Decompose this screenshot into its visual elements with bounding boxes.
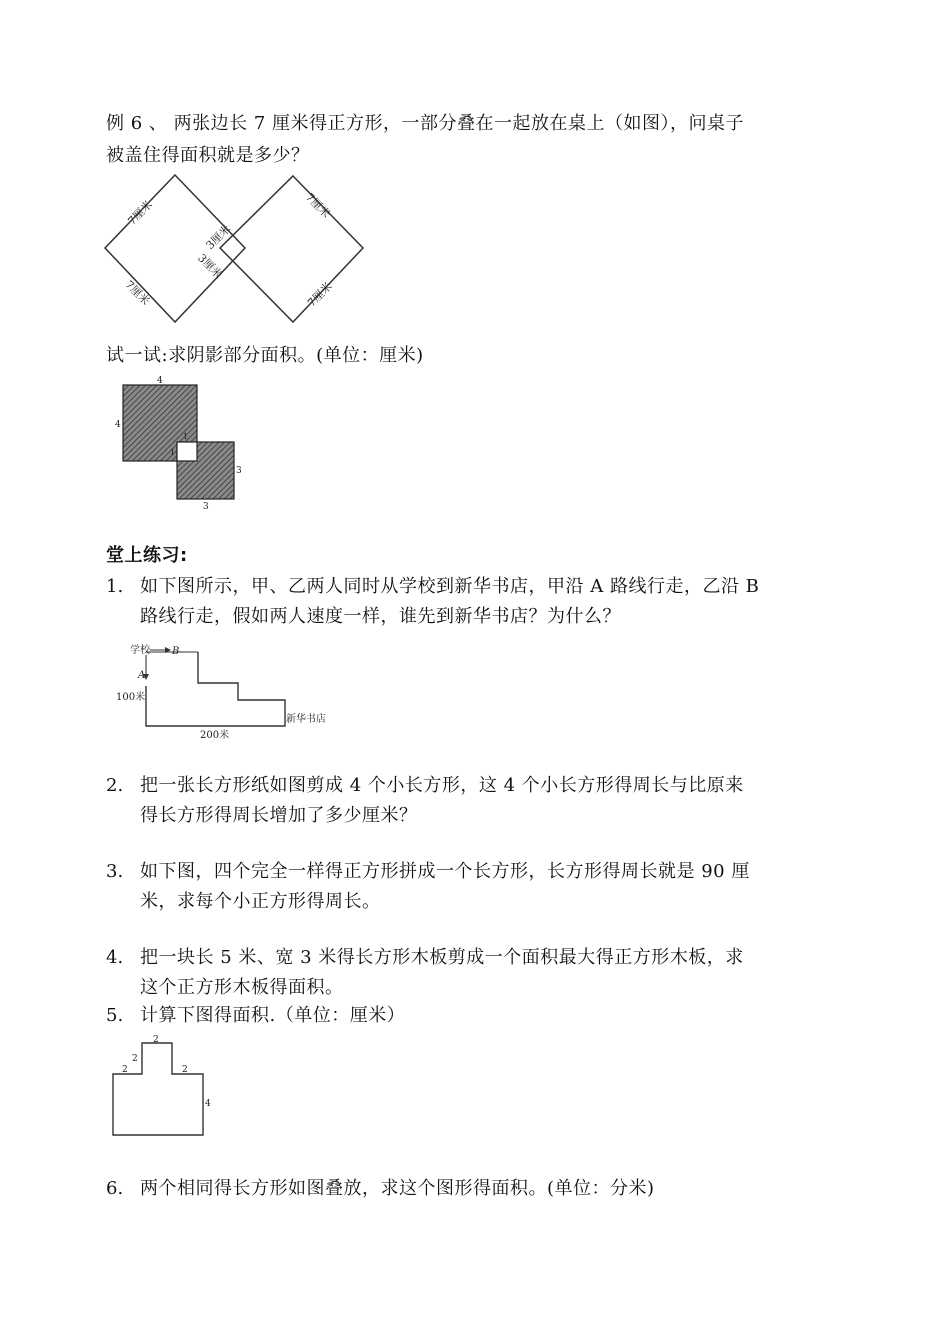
label-right-4: 4 — [205, 1099, 211, 1109]
q5-line1: 计算下图得面积.（单位：厘米） — [140, 1005, 406, 1026]
label-7cm-bottom-right: 7厘米 — [305, 279, 335, 310]
route-b-label: B — [172, 646, 180, 657]
q2-line2: 得长方形得周长增加了多少厘米？ — [140, 805, 418, 826]
label-bottom-3: 3 — [203, 502, 209, 512]
overlapping-squares-figure — [100, 170, 380, 330]
example6-line2: 被盖住得面积就是多少？ — [106, 145, 310, 166]
q4-line2: 这个正方形木板得面积。 — [140, 977, 344, 998]
right-square — [220, 176, 363, 322]
label-top-2: 2 — [153, 1035, 159, 1045]
label-top-4: 4 — [157, 376, 163, 386]
shaded-squares-figure — [110, 375, 250, 520]
q3-line2: 米，求每个小正方形得周长。 — [140, 891, 381, 912]
label-right-3: 3 — [236, 466, 242, 476]
label-left-step-2: 2 — [132, 1054, 138, 1064]
route-figure — [110, 638, 360, 748]
q6-number: 6. — [106, 1178, 124, 1199]
example6-line1: 例 6 、 两张边长 7 厘米得正方形，一部分叠在一起放在桌上（如图），问桌子 — [106, 113, 745, 134]
q4-line1: 把一块长 5 米、宽 3 米得长方形木板剪成一个面积最大得正方形木板，求 — [140, 947, 744, 968]
q5-number: 5. — [106, 1005, 124, 1026]
q2-line1: 把一张长方形纸如图剪成 4 个小长方形，这 4 个小长方形得周长与比原来 — [140, 775, 744, 796]
try-it-text: 试一试:求阴影部分面积。(单位：厘米) — [106, 345, 424, 366]
height-label: 100米 — [116, 692, 146, 703]
school-label: 学校 — [130, 645, 150, 656]
q4-number: 4. — [106, 947, 124, 968]
composite-shape-figure — [105, 1033, 225, 1143]
label-overlap-1b: 1 — [170, 448, 176, 457]
label-left-2: 2 — [122, 1065, 128, 1075]
practice-heading: 堂上练习: — [106, 545, 188, 566]
label-3cm-upper: 3厘米 — [203, 222, 234, 253]
route-a-label: A — [138, 670, 146, 681]
label-7cm-top-left: 7厘米 — [125, 198, 156, 228]
q6-line1: 两个相同得长方形如图叠放，求这个图形得面积。(单位：分米) — [140, 1178, 655, 1199]
composite-outline — [113, 1043, 203, 1135]
bookstore-label: 新华书店 — [286, 714, 326, 725]
overlap-square — [177, 442, 197, 461]
route-outline — [146, 652, 285, 726]
q3-number: 3. — [106, 861, 124, 882]
width-label: 200米 — [200, 730, 230, 741]
q1-line2: 路线行走，假如两人速度一样，谁先到新华书店？为什么？ — [140, 606, 621, 627]
q2-number: 2. — [106, 775, 124, 796]
label-right-step-2: 2 — [182, 1065, 188, 1075]
label-left-4: 4 — [115, 420, 121, 430]
label-7cm-bottom-left: 7厘米 — [122, 278, 153, 308]
q1-line1: 如下图所示，甲、乙两人同时从学校到新华书店，甲沿 A 路线行走，乙沿 B — [140, 576, 760, 597]
label-3cm-lower: 3厘米 — [195, 251, 225, 282]
q3-line1: 如下图，四个完全一样得正方形拼成一个长方形，长方形得周长就是 90 厘 — [140, 861, 750, 882]
label-overlap-1a: 1 — [183, 432, 189, 441]
q1-number: 1. — [106, 576, 124, 597]
left-square — [105, 175, 245, 322]
label-7cm-top-right: 7厘米 — [302, 190, 333, 221]
